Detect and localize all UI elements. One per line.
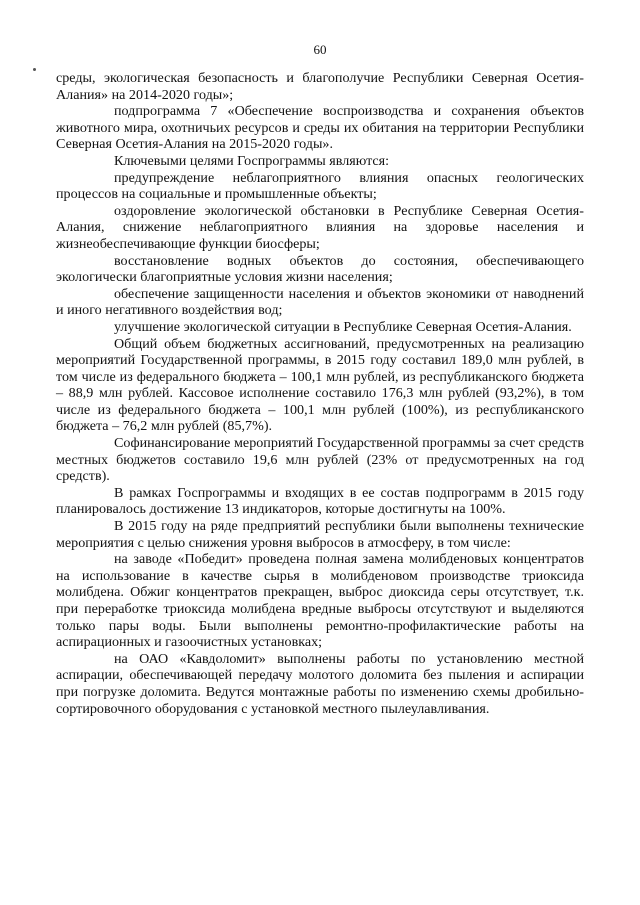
paragraph: В рамках Госпрограммы и входящих в ее состав подпрограмм в 2015 году планировалось достижение 13 индикаторов, которые достигнуты на 100%. — [56, 484, 584, 518]
paragraph: Общий объем бюджетных ассигнований, предусмотренных на реализацию мероприятий Государственной программы, в 2015 году составил 189,0 млн рублей, в том числе из федерального бюджета – 100,1 млн рублей, из республиканского бюджета – 88,9 млн рублей. Кассовое исполнение составило 176,3 млн рублей (93,2%), в том числе из федерального бюджета – 100,1 млн рублей (100%), из республиканского бюджета – 76,2 млн рублей (85,7%). — [56, 335, 584, 435]
paragraph: среды, экологическая безопасность и благополучие Республики Северная Осетия-Алания» на 2014-2020 годы»; — [56, 70, 584, 103]
document-body — [56, 70, 584, 717]
paragraph: Софинансирование мероприятий Государственной программы за счет средств местных бюджетов составило 19,6 млн рублей (23% от предусмотренных на год средств). — [56, 435, 584, 485]
page-number: 60 — [313, 42, 327, 57]
paragraph: оздоровление экологической обстановки в Республике Северная Осетия-Алания, снижение неблагоприятного влияния на здоровье населения и жизнеобеспечивающие функции биосферы; — [56, 202, 584, 252]
scan-speck — [33, 68, 36, 71]
paragraph: обеспечение защищенности населения и объектов экономики от наводнений и иного негативного воздействия вод; — [56, 285, 584, 319]
paragraph: Ключевыми целями Госпрограммы являются: — [114, 152, 390, 169]
paragraph: на заводе «Победит» проведена полная замена молибденовых концентратов на использование в качестве сырья в молибденовом производстве триоксида молибдена. Обжиг концентратов прекращен, выброс диоксида серы отсутствует, т.к. при переработке триоксида молибдена вредные выбросы отсутствуют и выделяются только пары воды. Были выполнены ремонтно-профилактические работы на аспирационных и газоочистных установках; — [56, 551, 584, 651]
paragraph: подпрограмма 7 «Обеспечение воспроизводства и сохранения объектов животного мира, охотничьих ресурсов и среды их обитания на территории Республики Северная Осетия-Алания на 2015-2020 годы». — [56, 103, 584, 153]
paragraph: на ОАО «Кавдоломит» выполнены работы по установлению местной аспирации, обеспечивающей передачу молотого доломита без пыления и аспирации при погрузке доломита. Ведутся монтажные работы по изменению схемы дробильно-сортировочного оборудования с установкой местного пылеулавливания. — [56, 650, 584, 717]
paragraph: восстановление водных объектов до состояния, обеспечивающего экологически благоприятные условия жизни населения; — [56, 252, 584, 286]
paragraph: предупреждение неблагоприятного влияния опасных геологических процессов на социальные и промышленные объекты; — [56, 169, 584, 203]
paragraph: улучшение экологической ситуации в Республике Северная Осетия-Алания. — [114, 318, 572, 335]
paragraph: В 2015 году на ряде предприятий республики были выполнены технические мероприятия с целью снижения уровня выбросов в атмосферу, в том числе: — [56, 518, 584, 551]
